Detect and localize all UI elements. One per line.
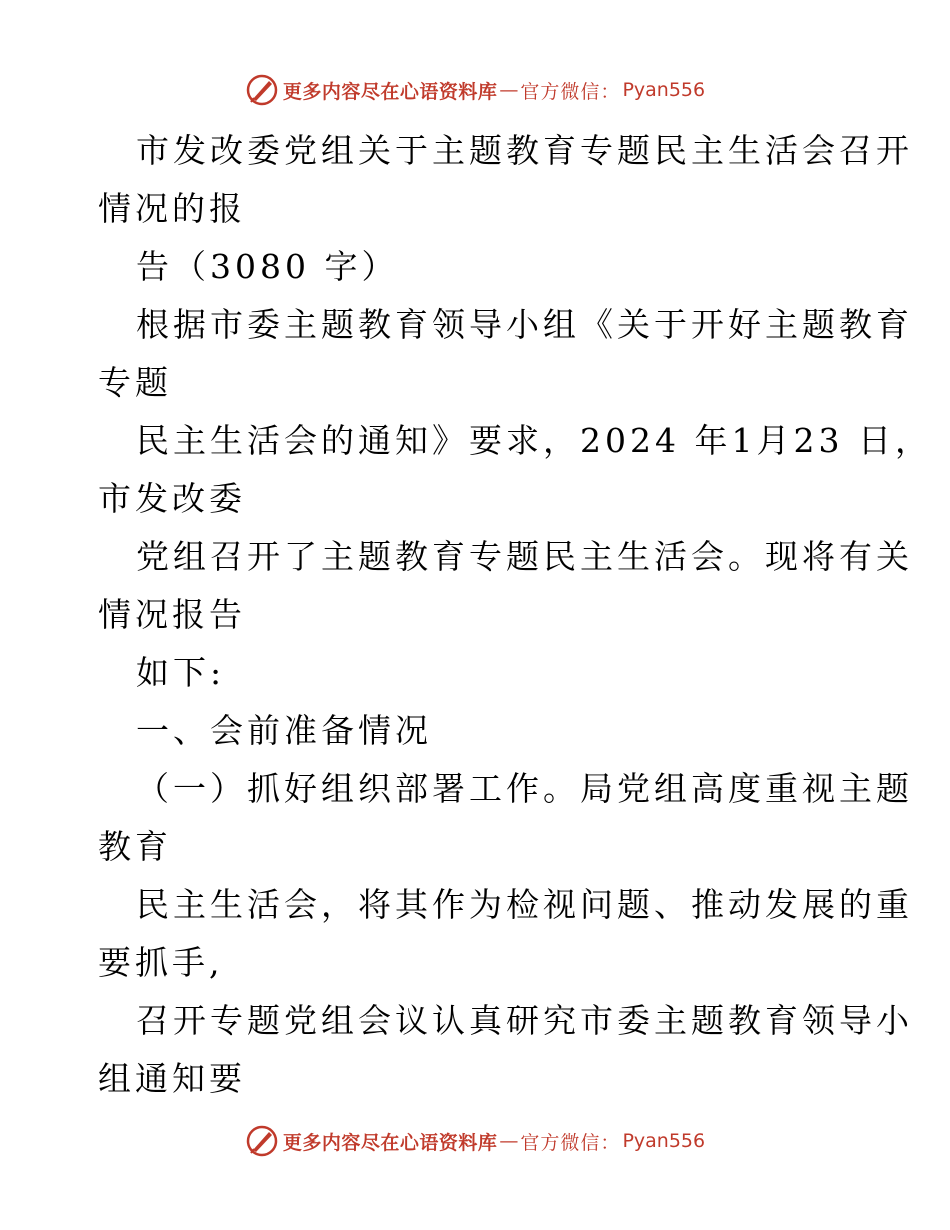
text-line: 根据市委主题教育领导小组《关于开好主题教育	[136, 305, 913, 344]
text-line: 要抓手,	[98, 943, 224, 982]
banner-wechat-id: Pyan556	[622, 79, 706, 101]
text-line: 情况报告	[98, 595, 246, 634]
footer-banner	[0, 1121, 950, 1161]
text-line: 教育	[98, 827, 172, 866]
banner-site-name: 更多内容尽在心语资料库	[282, 80, 498, 103]
text-line: 党组召开了主题教育专题民主生活会。现将有关	[136, 537, 913, 576]
text-line: 民主生活会，将其作为检视问题、推动发展的重	[136, 885, 913, 924]
text-line: 专题	[98, 363, 172, 402]
text-line: 民主生活会的通知》要求，2024 年1月23 日，	[136, 421, 932, 460]
text-line: 告（3080 字）	[136, 247, 399, 286]
text-line: 组通知要	[98, 1059, 246, 1098]
text-line: （一）抓好组织部署工作。局党组高度重视主题	[136, 769, 913, 808]
text-line: 情况的报	[98, 189, 246, 228]
text-line: 如下:	[136, 653, 226, 692]
banner-site-name: 更多内容尽在心语资料库	[282, 1131, 498, 1154]
text-line: 召开专题党组会议认真研究市委主题教育领导小	[136, 1001, 913, 1040]
quill-logo-icon	[245, 73, 279, 107]
banner-wechat-label: 官方微信：	[520, 80, 621, 103]
document-body	[98, 122, 932, 1108]
banner-wechat-id: Pyan556	[622, 1130, 706, 1152]
text-line: 市发改委	[98, 479, 246, 518]
quill-logo-icon	[245, 1124, 279, 1158]
text-line: 市发改委党组关于主题教育专题民主生活会召开	[136, 131, 913, 170]
banner-dash: —	[499, 1130, 519, 1152]
header-banner	[0, 70, 950, 110]
banner-wechat-label: 官方微信：	[520, 1131, 621, 1154]
text-line: 一、会前准备情况	[136, 711, 432, 750]
banner-dash: —	[499, 79, 519, 101]
